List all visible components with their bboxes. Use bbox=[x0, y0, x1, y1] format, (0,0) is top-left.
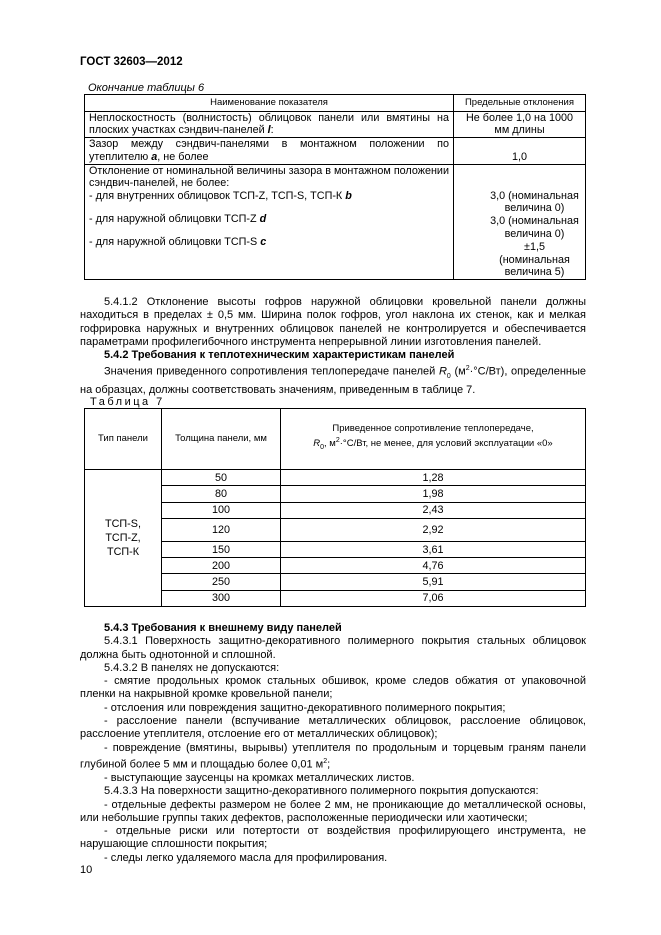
text: (м bbox=[450, 366, 466, 379]
subscript: 0 bbox=[446, 373, 451, 381]
table6-cell-value: Не более 1,0 на 1000 мм длины bbox=[454, 111, 586, 138]
list-item: - выступающие заусенцы на кромках металлических листов. bbox=[104, 771, 415, 784]
superscript: 2 bbox=[335, 437, 340, 445]
sub-item-text: - для наружной облицовки ТСП-Z bbox=[89, 213, 260, 226]
resistance-cell: 7,06 bbox=[281, 590, 586, 606]
table6-cell-indicator bbox=[85, 138, 454, 165]
thickness-cell: 200 bbox=[162, 558, 281, 574]
spacer bbox=[89, 226, 449, 236]
sub-item-text: - для внутренних облицовок ТСП-Z, ТСП-S, ТСП-К bbox=[89, 190, 346, 203]
sub-item bbox=[89, 190, 449, 203]
indicator-text: Неплоскостность (волнистость) облицовок панели или вмятины на плоских участках сэндвич-панелей bbox=[89, 111, 449, 137]
resistance-cell: 1,28 bbox=[281, 470, 586, 486]
indicator-text: Отклонение от номинальной величины зазора в монтажном положении сэндвич-панелей, не более: bbox=[89, 164, 449, 190]
text: Значения приведенного сопротивления теплопередаче панелей bbox=[104, 366, 439, 379]
symbol: R bbox=[438, 366, 447, 379]
superscript: 2 bbox=[465, 365, 470, 373]
sub-item-symbol: d bbox=[259, 213, 267, 226]
table7-col3-header bbox=[281, 409, 586, 470]
list-item-text: ; bbox=[327, 758, 331, 771]
table6-cell-indicator bbox=[85, 164, 454, 280]
panel-type-cell bbox=[85, 470, 162, 607]
text: ·°С/Вт), определенные на образцах, должны соответствовать значениям, приведенным в таблице 7. bbox=[80, 366, 586, 396]
list-item: - отдельные дефекты размером не более 2 мм, не проникающие до металлической основы, или небольшие группы таких дефектов, расположенные периодически или хаотически; bbox=[80, 798, 586, 824]
list-item: - отслоения или повреждения защитно-декоративного полимерного покрытия; bbox=[104, 701, 506, 714]
indicator-text-suffix: : bbox=[270, 124, 274, 137]
thickness-cell: 150 bbox=[162, 541, 281, 557]
indicator-text-suffix: , не более bbox=[157, 150, 209, 163]
table6-col2-header: Предельные отклонения bbox=[454, 95, 586, 112]
spacer bbox=[458, 165, 581, 190]
spacer bbox=[89, 203, 449, 213]
resistance-cell: 2,43 bbox=[281, 502, 586, 518]
document-header: ГОСТ 32603—2012 bbox=[80, 56, 183, 68]
table6-caption: Окончание таблицы 6 bbox=[88, 82, 205, 94]
table6-header-row bbox=[85, 95, 586, 112]
spacer bbox=[89, 249, 449, 259]
thickness-cell: 250 bbox=[162, 574, 281, 590]
header-text: Приведенное сопротивление теплопередаче, bbox=[332, 423, 534, 435]
table6-cell-indicator bbox=[85, 111, 454, 138]
table6-cell-value: 1,0 bbox=[454, 138, 586, 165]
paragraph: 5.4.1.2 Отклонение высоты гофров наружной облицовки кровельной панели должны находиться в пределах ± 0,5 мм. Ширина полок гофров, угол наклона их стенок, как и мелкая гофрировка наружных и внутренних облицовок панелей не контролируется и обеспечивается параметрами профилегибочного инструмента непрерывной линии изготовления панелей. bbox=[80, 296, 586, 348]
list-item: - смятие продольных кромок стальных обшивок, кроме следов обжатия от упаковочной пленки на накрывной кромке кровельной панели; bbox=[80, 675, 586, 701]
list-item bbox=[80, 742, 586, 772]
list-item: - следы легко удаляемого масла для профилирования. bbox=[104, 851, 388, 864]
sub-item bbox=[89, 236, 449, 249]
list-item: - расслоение панели (вспучивание металлических облицовок, расслоение облицовок, расслоение утеплителя, отслоение его от металлических облицовок); bbox=[80, 715, 586, 741]
table-row bbox=[85, 138, 586, 165]
table7-header-row bbox=[85, 409, 586, 470]
sub-item-text: - для наружной облицовки ТСП-S bbox=[89, 235, 261, 248]
section-heading: 5.4.3 Требования к внешнему виду панелей bbox=[104, 622, 342, 634]
thickness-cell: 300 bbox=[162, 590, 281, 606]
value-text: 3,0 (номинальная величина 0) bbox=[490, 189, 579, 215]
section-heading: 5.4.2 Требования к теплотехническим характеристикам панелей bbox=[104, 349, 455, 362]
section-5-4-1-2 bbox=[80, 296, 586, 397]
table-7 bbox=[84, 408, 586, 607]
table6-col1-header: Наименование показателя bbox=[85, 95, 454, 112]
superscript: 2 bbox=[323, 757, 328, 765]
list-item: - отдельные риски или потертости от воздействия профилирующего инструмента, не нарушающие сплошности покрытия; bbox=[80, 825, 586, 851]
table-6 bbox=[84, 94, 586, 280]
sub-item bbox=[89, 213, 449, 226]
list-item-text: - повреждение (вмятины, вырывы) утеплителя по продольным и торцевым граням панели глубиной более 5 мм и площадью более 0,01 м bbox=[80, 741, 586, 771]
table7-col2-header: Толщина панели, мм bbox=[162, 409, 281, 470]
paragraph: 5.4.3.3 На поверхности защитно-декоративного полимерного покрытия допускаются: bbox=[104, 785, 539, 798]
resistance-cell: 1,98 bbox=[281, 486, 586, 502]
paragraph bbox=[80, 362, 586, 396]
thickness-cell: 120 bbox=[162, 518, 281, 541]
table-row bbox=[85, 111, 586, 138]
sub-item-symbol: b bbox=[345, 190, 352, 203]
value-text: 3,0 (номинальная величина 0) bbox=[490, 215, 579, 241]
indicator-symbol: a bbox=[151, 150, 158, 163]
thickness-cell: 50 bbox=[162, 470, 281, 486]
symbol: R bbox=[313, 438, 321, 450]
table-row bbox=[85, 164, 586, 280]
thickness-cell: 100 bbox=[162, 502, 281, 518]
page-number: 10 bbox=[80, 864, 93, 876]
indicator-text: Зазор между сэндвич-панелями в монтажном положении по утеплителю bbox=[89, 138, 449, 163]
paragraph: 5.4.3.1 Поверхность защитно-декоративного полимерного покрытия стальных облицовок должна быть однотонной и сплошной. bbox=[80, 635, 586, 661]
header-text: , м bbox=[324, 438, 336, 450]
paragraph: 5.4.3.2 В панелях не допускаются: bbox=[104, 661, 280, 674]
thickness-cell: 80 bbox=[162, 486, 281, 502]
indicator-symbol: l bbox=[267, 124, 271, 137]
value-text: ±1,5 (номинальная величина 5) bbox=[499, 240, 570, 279]
panel-type-text: ТСП-S, ТСП-Z, ТСП-К bbox=[105, 518, 141, 559]
subscript: 0 bbox=[320, 444, 325, 452]
sub-item-symbol: c bbox=[260, 235, 267, 248]
resistance-cell: 3,61 bbox=[281, 541, 586, 557]
resistance-cell: 5,91 bbox=[281, 574, 586, 590]
table6-cell-values bbox=[454, 164, 586, 280]
table7-col1-header: Тип панели bbox=[85, 409, 162, 470]
table7-caption: Таблица 7 bbox=[90, 396, 165, 408]
header-text: ·°С/Вт, не менее, для условий эксплуатации «0» bbox=[339, 438, 553, 450]
section-5-4-3 bbox=[80, 622, 586, 865]
resistance-cell: 4,76 bbox=[281, 558, 586, 574]
resistance-cell: 2,92 bbox=[281, 518, 586, 541]
table-row bbox=[85, 470, 586, 486]
